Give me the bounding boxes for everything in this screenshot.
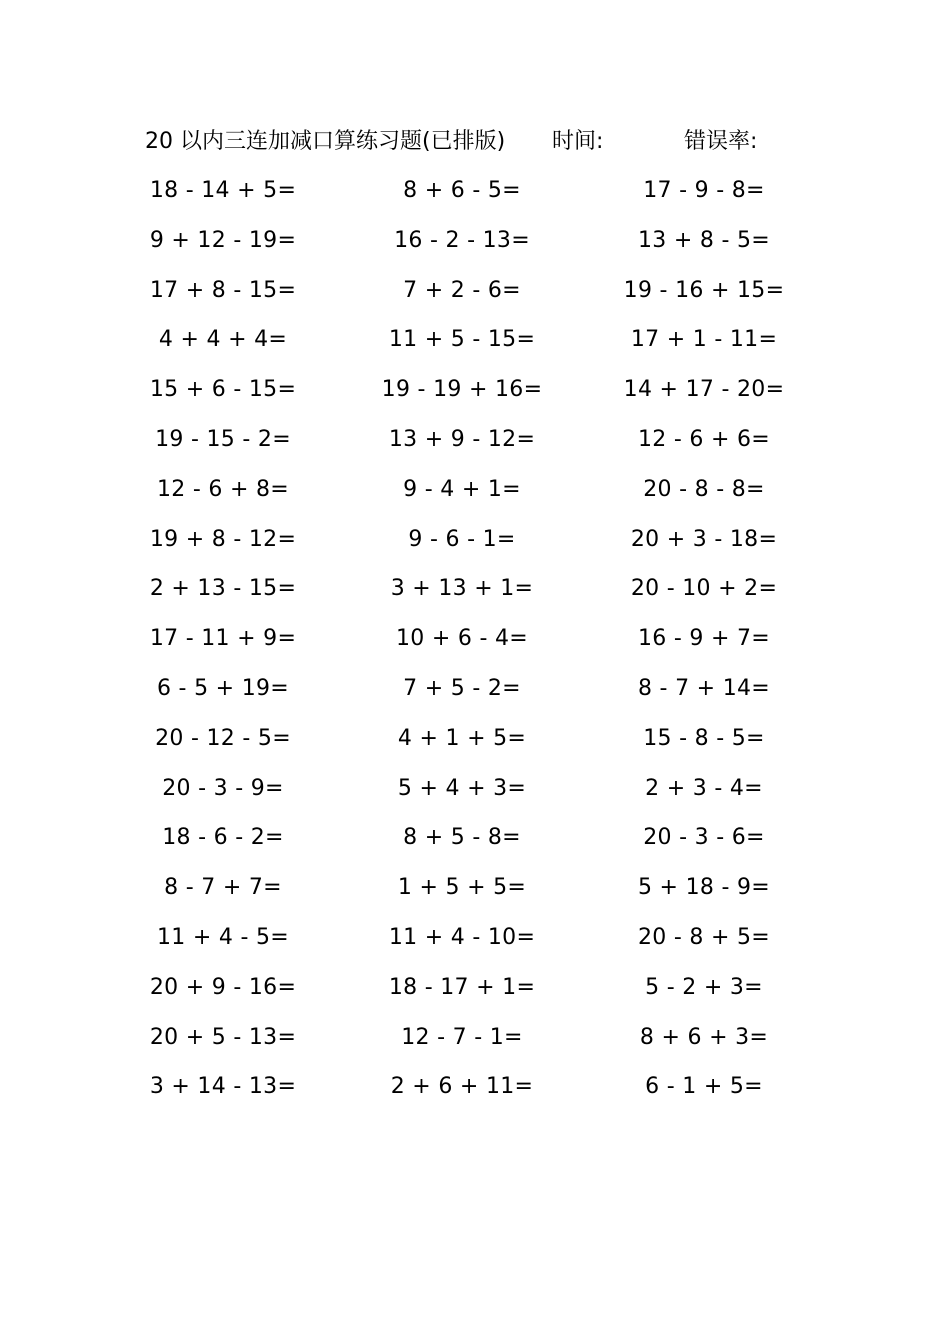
error-rate-label: 错误率: [684,129,758,154]
problem-item: 9 + 12 - 19= [149,227,297,253]
problem-item: 9 - 4 + 1= [403,476,521,502]
problem-item: 13 + 9 - 12= [388,426,536,452]
problem-item: 11 + 4 - 5= [156,924,290,950]
problem-item: 8 + 6 - 5= [403,178,521,203]
problem-item: 20 - 12 - 5= [155,725,291,751]
problem-item: 19 - 19 + 16= [381,377,543,403]
problem-item: 2 + 6 + 11= [390,1074,534,1100]
problem-item: 7 + 2 - 6= [403,277,521,303]
problem-item: 5 + 18 - 9= [637,875,771,901]
problem-item: 12 - 6 + 8= [156,476,290,502]
problem-row [0,216,950,266]
time-label: 时间: [552,129,604,154]
problem-row [0,714,950,764]
problem-item: 1 + 5 + 5= [397,875,527,901]
problem-item: 9 - 6 - 1= [408,526,516,552]
problem-row [0,266,950,316]
problem-item: 10 + 6 - 4= [395,626,529,652]
problem-row [0,365,950,415]
problem-row [0,564,950,614]
problem-row [0,515,950,565]
problem-item: 20 - 8 + 5= [637,924,771,950]
problem-item: 16 - 9 + 7= [637,626,771,652]
problem-item: 20 + 5 - 13= [149,1024,297,1050]
problem-row [0,1013,950,1063]
problem-item: 5 + 4 + 3= [397,775,527,801]
problem-item: 8 + 6 + 3= [639,1024,769,1050]
problem-item: 19 + 8 - 12= [149,526,297,552]
problem-item: 3 + 13 + 1= [390,576,534,602]
problem-item: 19 - 15 - 2= [155,426,291,452]
problem-row [0,166,950,216]
problem-item: 20 - 3 - 9= [162,775,284,801]
problem-item: 4 + 1 + 5= [397,725,527,751]
problem-item: 20 + 3 - 18= [630,526,778,552]
problem-item: 18 - 17 + 1= [388,974,536,1000]
problem-item: 16 - 2 - 13= [394,227,530,253]
problem-row [0,664,950,714]
problem-row [0,315,950,365]
problem-item: 2 + 13 - 15= [149,576,297,602]
problem-row [0,614,950,664]
problem-row [0,465,950,515]
problem-item: 20 - 10 + 2= [630,576,778,602]
problem-item: 12 - 6 + 6= [637,426,771,452]
problem-item: 13 + 8 - 5= [637,227,771,253]
problem-item: 18 - 6 - 2= [162,825,284,851]
problem-item: 17 + 1 - 11= [630,327,778,353]
worksheet-title: 20 以内三连加减口算练习题(已排版) [145,129,506,154]
problem-item: 4 + 4 + 4= [158,327,288,353]
problem-item: 14 + 17 - 20= [623,377,785,403]
problem-item: 17 - 9 - 8= [643,178,765,203]
problem-item: 17 - 11 + 9= [149,626,297,652]
problem-item: 6 - 5 + 19= [156,675,290,701]
problem-item: 5 - 2 + 3= [645,974,763,1000]
problem-item: 11 + 5 - 15= [388,327,536,353]
problem-row [0,415,950,465]
problem-item: 3 + 14 - 13= [149,1074,297,1100]
worksheet-header [0,124,950,160]
problem-item: 15 + 6 - 15= [149,377,297,403]
problem-row [0,963,950,1013]
problem-item: 17 + 8 - 15= [149,277,297,303]
problem-item: 6 - 1 + 5= [645,1074,763,1100]
problem-row [0,863,950,913]
problem-item: 12 - 7 - 1= [401,1024,523,1050]
problem-row [0,764,950,814]
problem-item: 7 + 5 - 2= [403,675,521,701]
problem-grid [0,166,950,1112]
problem-item: 8 - 7 + 14= [637,675,771,701]
problem-item: 20 - 8 - 8= [643,476,765,502]
problem-item: 15 - 8 - 5= [643,725,765,751]
problem-item: 2 + 3 - 4= [645,775,763,801]
problem-item: 8 + 5 - 8= [403,825,521,851]
problem-row [0,1062,950,1112]
problem-item: 20 + 9 - 16= [149,974,297,1000]
problem-item: 20 - 3 - 6= [643,825,765,851]
problem-item: 18 - 14 + 5= [149,178,297,203]
problem-item: 8 - 7 + 7= [164,875,282,901]
problem-row [0,913,950,963]
problem-item: 19 - 16 + 15= [623,277,785,303]
problem-item: 11 + 4 - 10= [388,924,536,950]
problem-row [0,813,950,863]
